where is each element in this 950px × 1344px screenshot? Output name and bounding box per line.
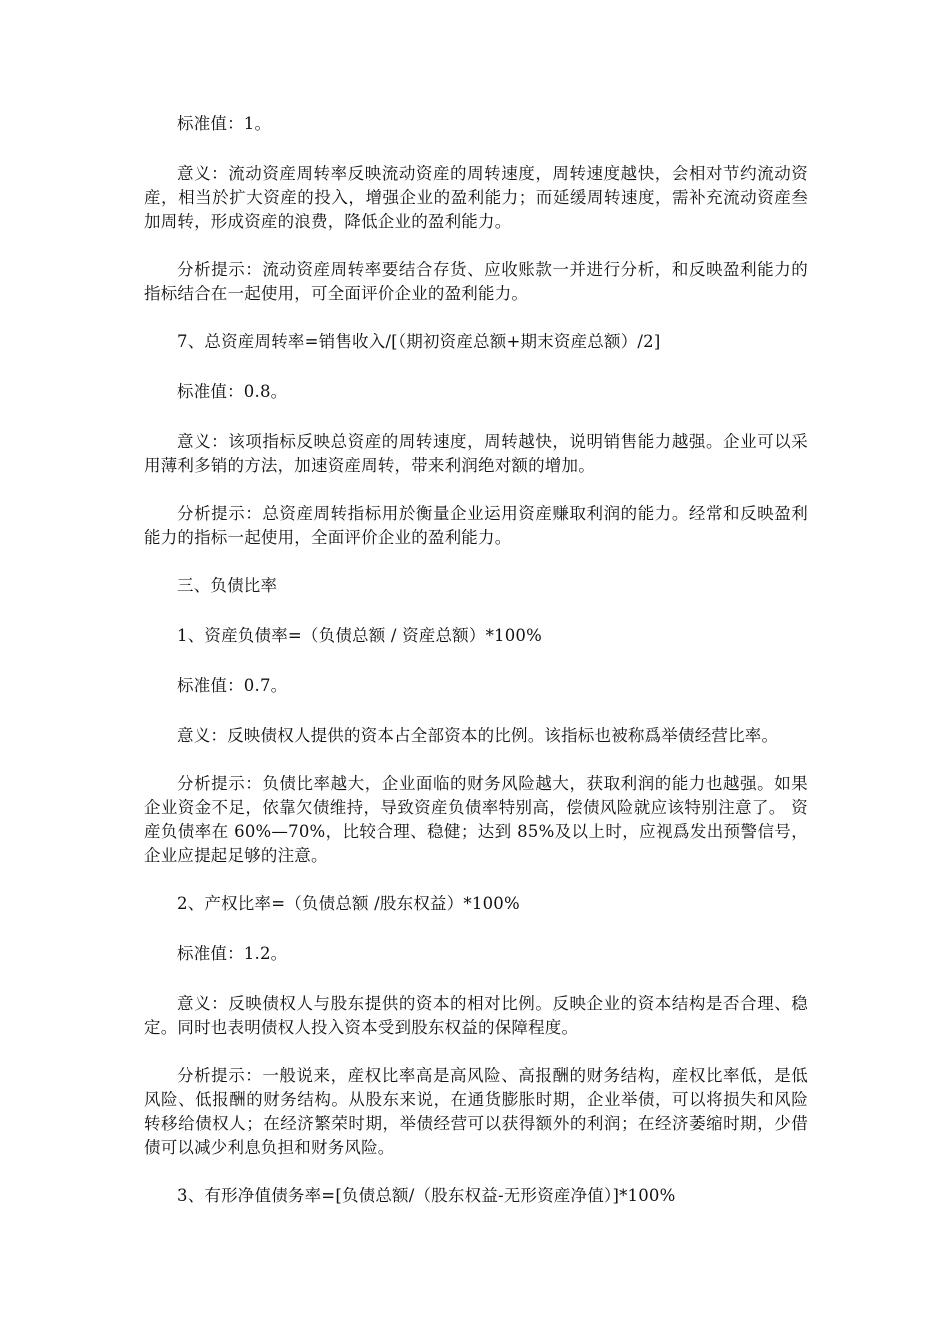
section-heading-debt-ratios: 三、负债比率 [177,576,278,595]
document-body [144,112,808,1234]
paragraph-standard-value-4: 标准值：1.2。 [177,944,288,963]
heading-total-asset-turnover: 7、总资産周转率=销售收入/[（期初资産总额+期末资産总额）/2] [177,332,661,351]
paragraph-analysis-current-assets: 分析提示：流动资産周转率要结合存货、应收账款一并进行分析，和反映盈利能力的指标结合在一起使用，可全面评价企业的盈利能力。 [144,260,808,303]
paragraph-analysis-debt-ratio: 分析提示：负债比率越大，企业面临的财务风险越大，获取利润的能力也越强。如果企业资金不足，依靠欠债维持，导致资産负债率特别高，偿债风险就应该特别注意了。 资産负债率在 60%—70%，比较合理、稳健；达到 85%及以上时，应视爲发出预警信号，企业应提起足够的注意。 [144,774,808,865]
heading-equity-ratio: 2、产权比率=（负债总额 /股东权益）*100% [177,894,520,913]
paragraph-meaning-total-assets: 意义：该项指标反映总资産的周转速度，周转越快，说明销售能力越强。企业可以采用薄利多销的方法，加速资産周转，带来利润绝对额的增加。 [144,432,808,475]
paragraph-analysis-total-assets: 分析提示：总资産周转指标用於衡量企业运用资産赚取利润的能力。经常和反映盈利能力的指标一起使用，全面评价企业的盈利能力。 [144,504,808,547]
heading-tangible-net-worth-debt-ratio: 3、有形净值债务率=[负债总额/（股东权益-无形资産净值）]*100% [177,1186,676,1205]
paragraph-standard-value-3: 标准值：0.7。 [177,676,288,695]
paragraph-standard-value-1: 标准值：1。 [177,114,272,133]
paragraph-analysis-equity-ratio: 分析提示：一般说来，産权比率高是高风险、高报酬的财务结构，産权比率低，是低风险、低报酬的财务结构。从股东来说，在通货膨胀时期，企业举债，可以将损失和风险转移给债权人；在经济繁荣时期，举债经营可以获得额外的利润；在经济萎缩时期，少借债可以减少利息负担和财务风险。 [144,1066,808,1157]
paragraph-meaning-equity-ratio: 意义：反映债权人与股东提供的资本的相对比例。反映企业的资本结构是否合理、稳定。同时也表明债权人投入资本受到股东权益的保障程度。 [144,994,808,1037]
paragraph-standard-value-2: 标准值：0.8。 [177,382,288,401]
paragraph-meaning-current-assets: 意义：流动资産周转率反映流动资産的周转速度，周转速度越快，会相对节约流动资産，相当於扩大资産的投入，增强企业的盈利能力；而延缓周转速度，需补充流动资産叁加周转，形成资産的浪费，降低企业的盈利能力。 [144,164,808,231]
heading-asset-liability-ratio: 1、资産负债率=（负债总额 / 资産总额）*100% [177,626,542,645]
paragraph-meaning-debt-ratio: 意义：反映债权人提供的资本占全部资本的比例。该指标也被称爲举债经营比率。 [177,726,779,745]
